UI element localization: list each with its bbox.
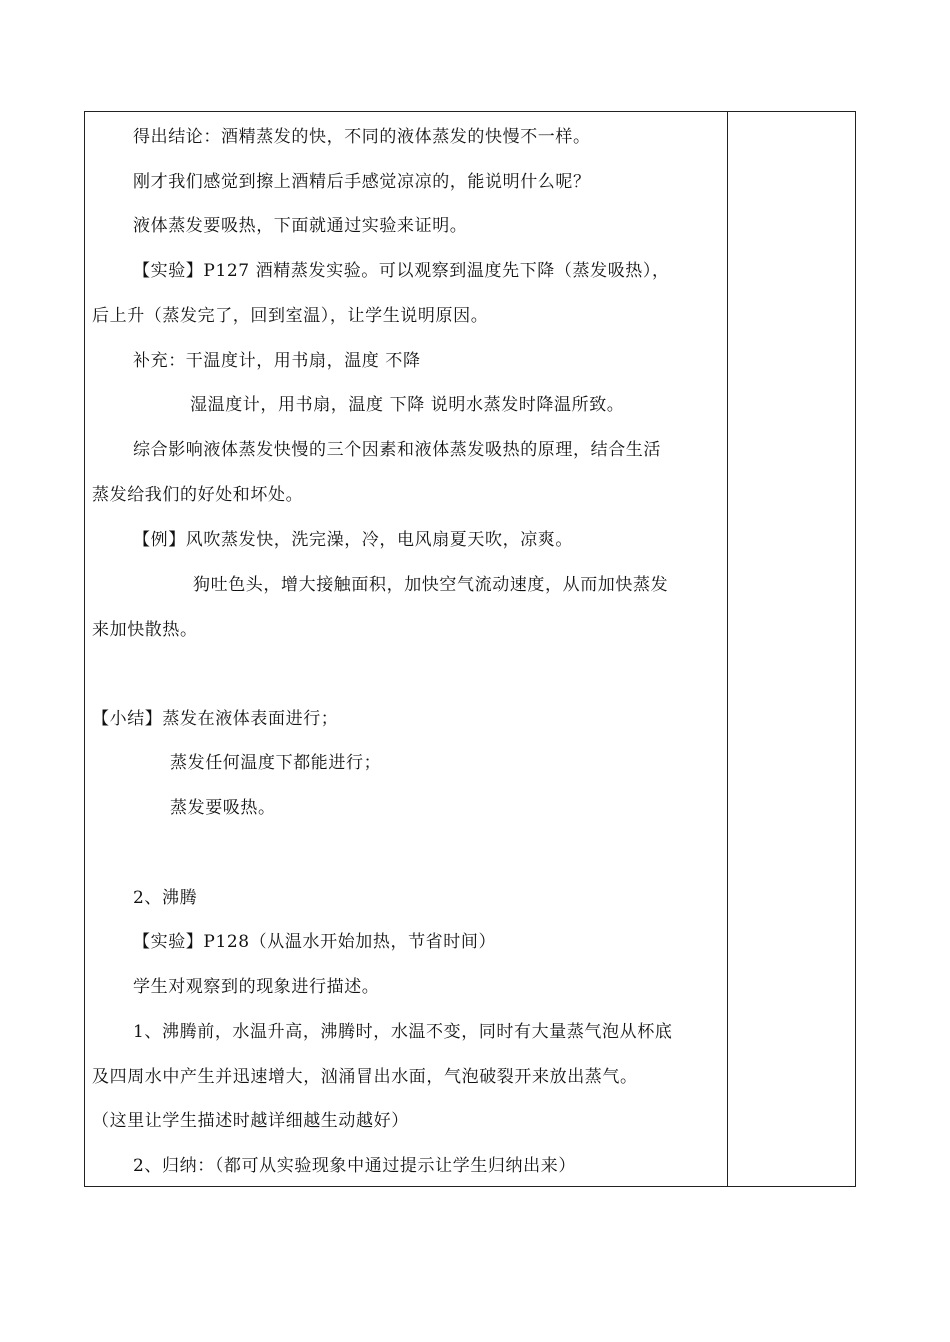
text-line: 湿温度计，用书扇，温度 下降 说明水蒸发时降温所致。 bbox=[190, 395, 625, 415]
text-line: （这里让学生描述时越详细越生动越好） bbox=[92, 1111, 409, 1131]
text-line: 及四周水中产生并迅速增大，汹涌冒出水面，气泡破裂开来放出蒸气。 bbox=[92, 1067, 638, 1087]
text-line: 刚才我们感觉到擦上酒精后手感觉凉凉的，能说明什么呢？ bbox=[133, 172, 591, 192]
text-line: 【实验】P128（从温水开始加热，节省时间） bbox=[133, 932, 497, 952]
text-line: 学生对观察到的现象进行描述。 bbox=[133, 977, 380, 997]
table-column-divider bbox=[727, 111, 728, 1187]
text-line: 2、归纳：（都可从实验现象中通过提示让学生归纳出来） bbox=[133, 1156, 576, 1176]
text-line: 液体蒸发要吸热，下面就通过实验来证明。 bbox=[133, 216, 468, 236]
text-line: 【实验】P127 酒精蒸发实验。可以观察到温度先下降（蒸发吸热）， bbox=[133, 261, 670, 281]
text-line: 来加快散热。 bbox=[92, 620, 198, 640]
text-line: 狗吐色头，增大接触面积，加快空气流动速度，从而加快蒸发 bbox=[193, 575, 669, 595]
text-line: 1、沸腾前，水温升高，沸腾时，水温不变，同时有大量蒸气泡从杯底 bbox=[133, 1022, 673, 1042]
text-line: 【例】风吹蒸发快，洗完澡，冷，电风扇夏天吹，凉爽。 bbox=[133, 530, 573, 550]
text-line: 蒸发要吸热。 bbox=[170, 798, 276, 818]
text-line: 后上升（蒸发完了，回到室温），让学生说明原因。 bbox=[92, 306, 489, 326]
text-line: 2、沸腾 bbox=[133, 888, 198, 908]
text-line: 蒸发任何温度下都能进行； bbox=[170, 753, 382, 773]
text-line: 综合影响液体蒸发快慢的三个因素和液体蒸发吸热的原理，结合生活 bbox=[133, 440, 661, 460]
text-line: 得出结论：酒精蒸发的快，不同的液体蒸发的快慢不一样。 bbox=[133, 127, 591, 147]
text-line: 补充：干温度计，用书扇，温度 不降 bbox=[133, 351, 421, 371]
text-line: 蒸发给我们的好处和坏处。 bbox=[92, 485, 304, 505]
text-line: 【小结】蒸发在液体表面进行； bbox=[92, 709, 339, 729]
